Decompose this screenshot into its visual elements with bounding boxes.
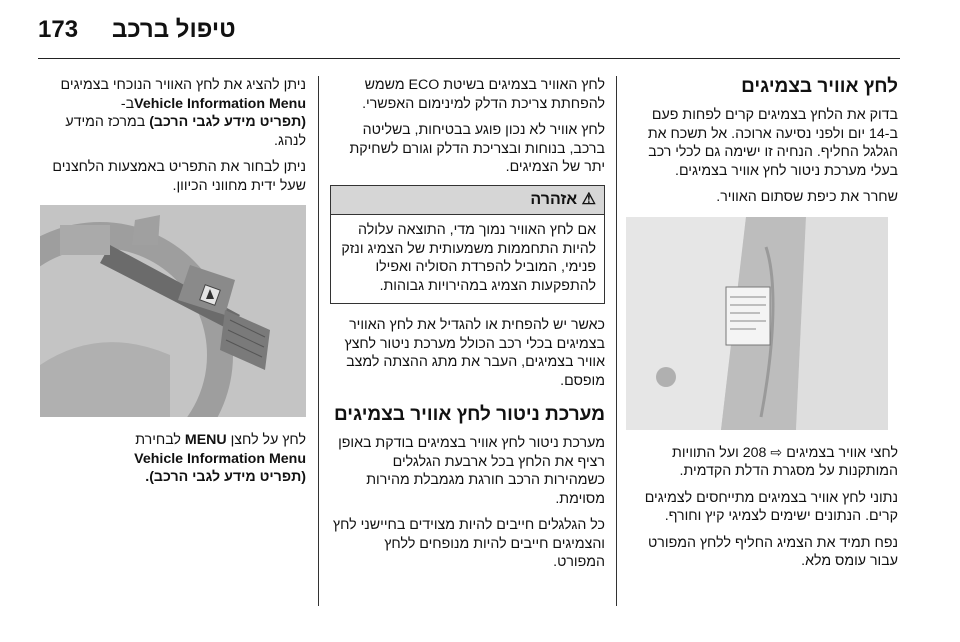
inline-text: לחץ על לחצן [230,432,306,448]
inline-text: לחצי אוויר בצמיגים [786,444,898,461]
paragraph [38,431,306,487]
warning-icon: ⚠ [581,190,596,208]
tyre-pressure-heading: לחץ אוויר בצמיגים [741,76,898,97]
door-frame-label-image [626,217,888,430]
header-rule [38,58,900,59]
menu-button-name: MENU [184,432,227,448]
middle-column [330,76,605,580]
warning-box [330,185,605,305]
paragraph: מערכת ניטור לחץ אוויר בצמיגים בודקת באופן רציף את הלחץ בכל ארבעת הגלגלים כשמהירות הרכב חורגת מגמבלת מהירות מסוימת. [338,435,605,507]
inline-text: במרכז המידע לנהג. [65,114,306,149]
paragraph [626,444,898,481]
warning-text: אם לחץ האוויר נמוך מדי, התוצאה עלולה להיות התחממות משמעותית של הצמיג ונזק פנימי, המוביל להפרדת הסוליה ואפילו להתפקעות הצמיג במהירויות גבוהות. [341,222,596,294]
menu-name: Vehicle Information Menu [134,450,306,467]
paragraph: שחרר את כיפת שסתום האוויר. [716,189,898,205]
section-title: טיפול ברכב [112,16,236,43]
column-divider-right [616,76,617,606]
paragraph: לחץ האוויר בצמיגים בשיטת ECO משמש להפחתת צריכת הדלק למינימום האפשרי. [362,77,605,112]
warning-title: אזהרה [530,190,578,208]
paragraph [38,76,306,150]
turn-signal-stalk-image [40,205,306,417]
page-header [0,0,960,56]
stalk-illustration [40,205,306,417]
inline-text: ניתן להציג את לחץ האוויר הנוכחי בצמיגים [60,77,306,93]
menu-name-hebrew: (תפריט מידע לגבי הרכב). [145,469,306,485]
inline-text: ב- [120,95,135,112]
paragraph: כל הגלגלים חייבים להיות מצוידים בחיישני לחץ והצמיגים חייבים להיות מנופחים ללחץ המפורט. [332,517,605,570]
paragraph: לחץ אוויר לא נכון פוגע בבטיחות, בשליטה ברכב, בנוחות ובצריכת הדלק וגורם לשחיקת יתר של הצמיגים. [349,122,605,175]
menu-name-hebrew: (תפריט מידע לגבי הרכב) [149,114,306,130]
paragraph: נפח תמיד את הצמיג החליף ללחץ המפורט עבור עומס מלא. [648,534,898,569]
paragraph: בדוק את הלחץ בצמיגים קרים לפחות פעם ב-14 יום ולפני נסיעה ארוכה. אל תשכח את הגלגל החליף. הנחיה זו ישימה גם לכלי רכב בעלי מערכת ניטור לחץ אוויר בצמיגים. [647,107,898,179]
menu-name: Vehicle Information Menu [134,95,306,112]
column-divider-left [318,76,319,606]
door-frame-illustration [626,217,888,430]
page-number: 173 [38,16,79,43]
warning-header [331,186,604,216]
paragraph: כאשר יש להפחית או להגדיל את לחץ האוויר בצמיגים בכלי רכב הכולל מערכת ניטור לחצץ אוויר בצמיגים, העבר את מתג ההצתה למצב מופסם. [344,317,605,389]
page-reference-icon: ⇨ [766,444,783,461]
right-column [626,76,898,579]
paragraph: ניתן לבחור את התפריט באמצעות הלחצנים שעל ידית מחווני הכיוון. [52,159,306,194]
inline-text: לבחירת [135,432,181,448]
inline-text: 208 ועל התוויות המותקנות על מסגרת הדלת הקדמית. [672,444,898,479]
left-column [38,76,306,495]
paragraph: נתוני לחץ אוויר בצמיגים מתייחסים לצמיגים קרים. הנתונים ישימים לצמיגי קיץ וחורף. [644,489,898,524]
tpms-heading: מערכת ניטור לחץ אוויר בצמיגים [333,404,605,425]
